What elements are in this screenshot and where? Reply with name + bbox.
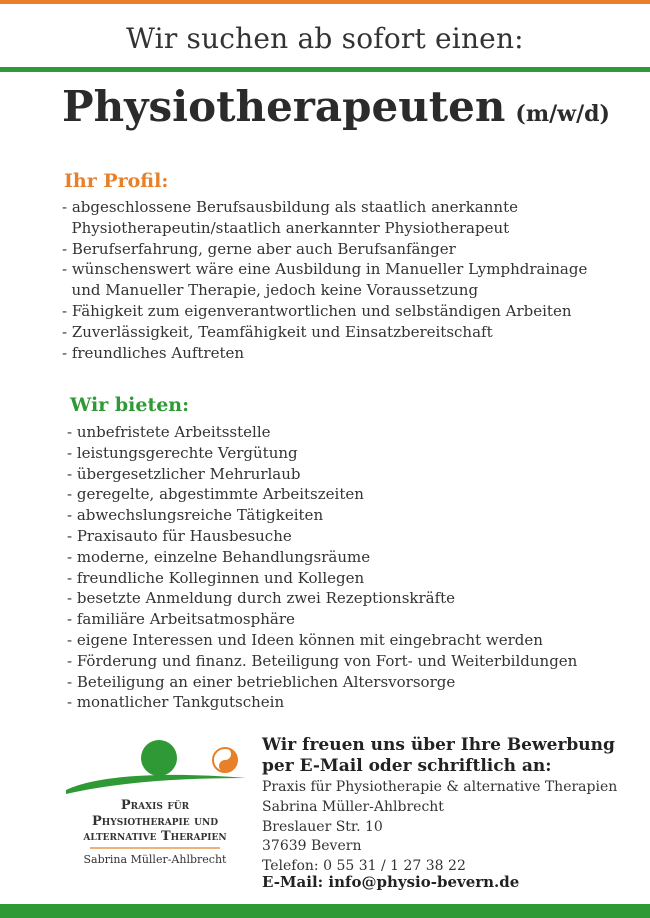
offer-list xyxy=(67,422,627,713)
list-item: - geregelte, abgestimmte Arbeitszeiten xyxy=(67,485,364,504)
list-item: - leistungsgerechte Vergütung xyxy=(67,443,298,462)
contact-address xyxy=(262,778,632,877)
list-item: - übergesetzlicher Mehrurlaub xyxy=(67,464,301,483)
list-item: - monatlicher Tankgutschein xyxy=(67,693,285,712)
job-title-suffix: (m/w/d) xyxy=(515,101,610,127)
top-accent-bar xyxy=(0,0,650,4)
logo-sun-circle xyxy=(141,740,177,776)
profile-heading: Ihr Profil: xyxy=(64,170,169,192)
list-item: - Fähigkeit zum eigenverantwortlichen und selbständigen Arbeiten xyxy=(62,301,572,320)
application-heading xyxy=(262,735,632,777)
logo-text xyxy=(58,798,252,845)
profile-list xyxy=(62,197,642,363)
list-item: - Förderung und finanz. Beteiligung von Fort- und Weiterbildungen xyxy=(67,651,578,670)
address-line: Sabrina Müller-Ahlbrecht xyxy=(262,798,444,815)
application-heading-line: per E-Mail oder schriftlich an: xyxy=(262,756,552,776)
address-line: Breslauer Str. 10 xyxy=(262,818,383,835)
address-line: 37639 Bevern xyxy=(262,838,362,855)
list-item: - abgeschlossene Berufsausbildung als staatlich anerkannte xyxy=(62,198,518,216)
list-item: - moderne, einzelne Behandlungsräume xyxy=(67,547,371,566)
logo-line: alternative Therapien xyxy=(83,829,227,844)
list-item: - Berufserfahrung, gerne aber auch Berufsanfänger xyxy=(62,239,456,258)
yin-yang-icon xyxy=(213,748,237,772)
logo-swoosh xyxy=(66,775,246,794)
phone-line: Telefon: 0 55 31 / 1 27 38 22 xyxy=(262,858,466,875)
list-item: - unbefristete Arbeitsstelle xyxy=(67,423,271,441)
list-item: - Zuverlässigkeit, Teamfähigkeit und Einsatzbereitschaft xyxy=(62,322,493,341)
list-item: - Beteiligung an einer betrieblichen Altersvorsorge xyxy=(67,672,456,691)
list-item: - eigene Interessen und Ideen können mit eingebracht werden xyxy=(67,630,543,649)
divider-bottom xyxy=(0,904,650,918)
list-item: - familiäre Arbeitsatmosphäre xyxy=(67,610,295,629)
list-item: - freundliches Auftreten xyxy=(62,343,245,362)
list-item: - wünschenswert wäre eine Ausbildung in Manueller Lymphdrainage xyxy=(62,260,588,279)
logo-line: Physiotherapie und xyxy=(91,813,219,829)
tagline: Wir suchen ab sofort einen: xyxy=(126,22,524,55)
offer-heading: Wir bieten: xyxy=(70,394,190,416)
email-link[interactable]: E-Mail: info@physio-bevern.de xyxy=(262,873,520,891)
list-item: und Manueller Therapie, jedoch keine Voraussetzung xyxy=(62,281,479,300)
list-item: - abwechslungsreiche Tätigkeiten xyxy=(67,506,324,525)
list-item: - besetzte Anmeldung durch zwei Rezeptionskräfte xyxy=(67,589,456,608)
address-line: Praxis für Physiotherapie & alternative Therapien xyxy=(262,779,618,795)
logo-owner: Sabrina Müller-Ahlbrecht xyxy=(83,853,227,866)
job-title-main: Physiotherapeuten xyxy=(62,82,506,131)
list-item: Physiotherapeutin/staatlich anerkannter Physiotherapeut xyxy=(62,218,510,237)
application-heading-line: Wir freuen uns über Ihre Bewerbung xyxy=(262,735,615,755)
page-title xyxy=(62,82,610,131)
list-item: - freundliche Kolleginnen und Kollegen xyxy=(67,568,365,587)
divider-top xyxy=(0,67,650,72)
list-item: - Praxisauto für Hausbesuche xyxy=(67,526,292,545)
logo-line: Praxis für xyxy=(120,798,190,813)
